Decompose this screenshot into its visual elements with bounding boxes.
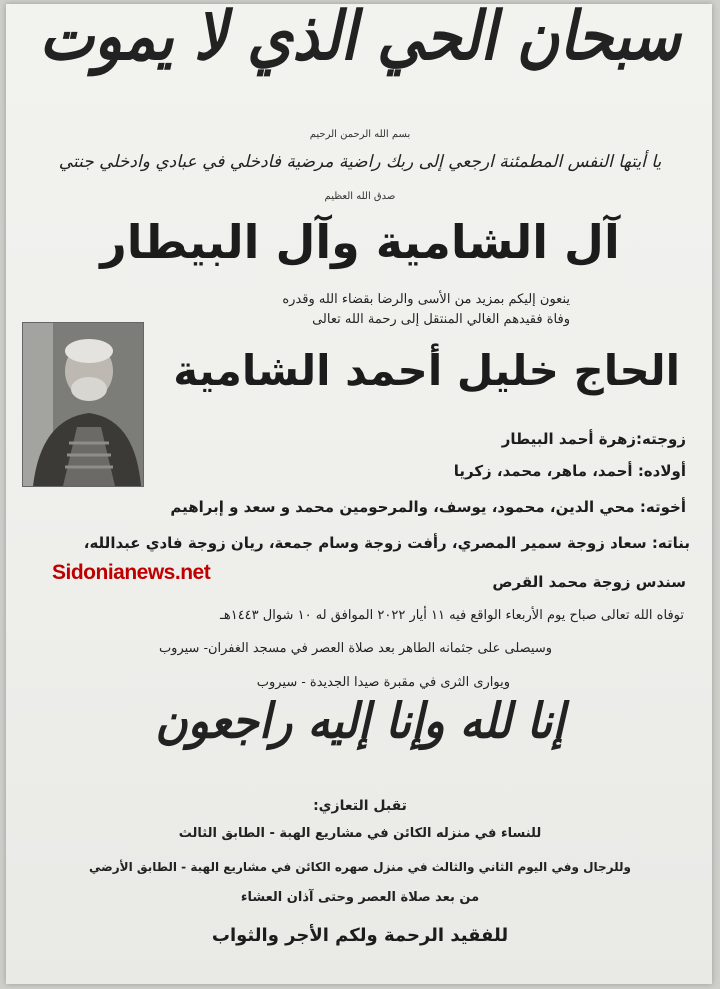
wife-line — [502, 430, 686, 448]
sons-value: أحمد، ماهر، محمد، زكريا — [453, 462, 633, 480]
burial-line: ويوارى الثرى في مقبرة صيدا الجديدة - سيروب — [256, 675, 510, 690]
condolences-title: تقبل التعازي: — [313, 798, 407, 814]
announcement-line-1: ينعون إليكم بمزيد من الأسى والرضا بقضاء الله وقدره — [282, 292, 570, 307]
brothers-line — [170, 498, 686, 516]
condolences-women: للنساء في منزله الكائن في مشاريع الهبة - الطابق الثالث — [178, 826, 542, 841]
sons-label: أولاده: — [637, 462, 686, 480]
condolences-hours: من بعد صلاة العصر وحتى آذان العشاء — [240, 890, 480, 905]
daughters-value: سعاد زوجة سمير المصري، رأفت زوجة وسام جمعة، ريان زوجة فادي عبدالله، — [83, 534, 647, 552]
wife-value: زهرة أحمد البيطار — [501, 430, 636, 448]
daughters-label: بناته: — [651, 534, 690, 552]
closing-calligraphy: إنا لله وإنا إليه راجعون — [155, 693, 565, 750]
deceased-name: الحاج خليل أحمد الشامية — [173, 346, 680, 395]
death-line: توفاه الله تعالى صباح يوم الأربعاء الواقع فيه ١١ أيار ٢٠٢٢ الموافق له ١٠ شوال ١٤٤٣هـ — [220, 608, 684, 623]
brothers-value: محي الدين، محمود، يوسف، والمرحومين محمد و سعد و إبراهيم — [170, 498, 635, 516]
brothers-label: أخوته: — [639, 498, 686, 516]
announcement-line-2: وفاة فقيدهم الغالي المنتقل إلى رحمة الله تعالى — [312, 312, 570, 327]
daughters-line — [84, 534, 690, 552]
families-heading: آل الشامية وآل البيطار — [100, 215, 620, 269]
wife-label: زوجته: — [636, 430, 686, 448]
final-line: للفقيد الرحمة ولكم الأجر والثواب — [211, 925, 509, 946]
watermark-text: Sidonianews.net — [52, 561, 211, 584]
quran-verse: يا أيتها النفس المطمئنة ارجعي إلى ربك راضية مرضية فادخلي في عبادي وادخلي جنتي — [58, 152, 662, 172]
sons-line — [454, 462, 686, 480]
basmala: بسم الله الرحمن الرحيم — [309, 129, 411, 140]
sadaqa-line: صدق الله العظيم — [324, 191, 396, 202]
daughters-continued: سندس زوجة محمد القرص — [492, 573, 686, 591]
calligraphy-title: سبحان الحي الذي لا يموت — [39, 0, 681, 76]
prayer-line: وسيصلى على جثمانه الطاهر بعد صلاة العصر في مسجد الغفران- سيروب — [158, 641, 552, 656]
deceased-photo — [22, 322, 144, 487]
condolences-men: وللرجال وفي اليوم الثاني والثالث في منزل صهره الكائن في مشاريع الهبة - الطابق الأرضي — [89, 860, 631, 874]
